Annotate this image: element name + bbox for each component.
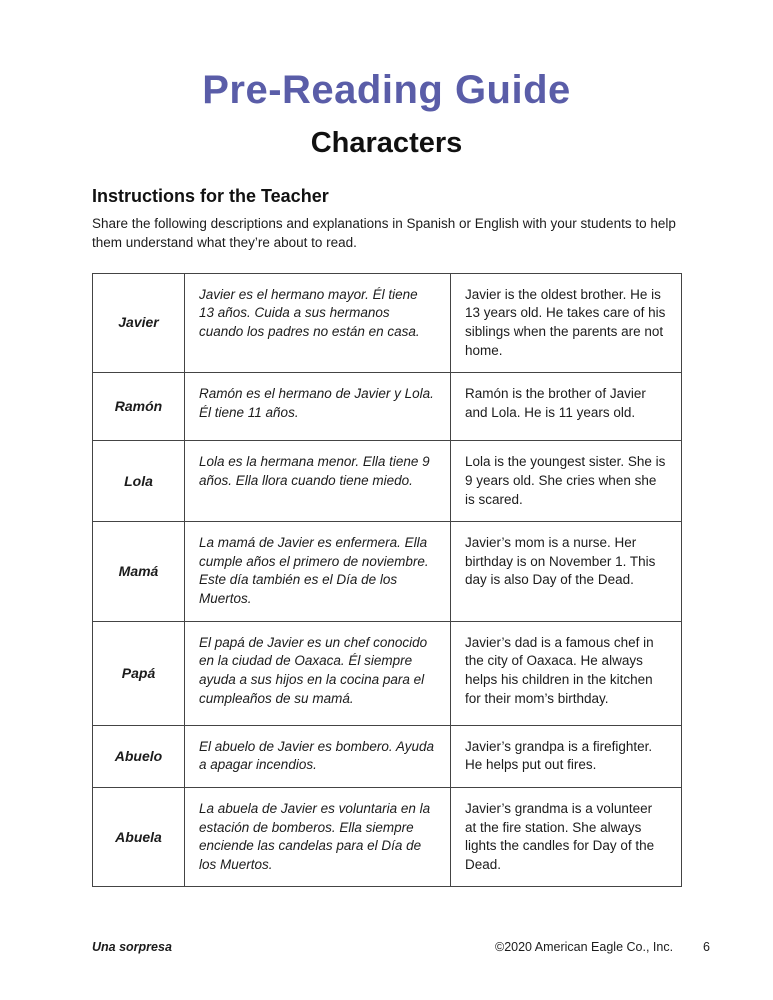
characters-table [92, 273, 682, 888]
english-description: Javier’s grandma is a volunteer at the fire station. She always lights the candles for Day of the Dead. [451, 787, 682, 887]
instructions-body: Share the following descriptions and explanations in Spanish or English with your students to help them understand what they’re about to read. [92, 216, 676, 250]
character-name: Lola [93, 441, 185, 522]
spanish-description: Javier es el hermano mayor. Él tiene 13 años. Cuida a sus hermanos cuando los padres no están en casa. [185, 273, 451, 373]
table-row [93, 621, 682, 725]
footer-page-number: 6 [703, 940, 710, 954]
table-row [93, 725, 682, 787]
character-name: Ramón [93, 373, 185, 441]
footer-copyright: ©2020 American Eagle Co., Inc. [494, 940, 674, 954]
character-name: Papá [93, 621, 185, 725]
spanish-description: La abuela de Javier es voluntaria en la estación de bomberos. Ella siempre enciende las candelas para el Día de los Muertos. [185, 787, 451, 887]
footer-book-title: Una sorpresa [92, 940, 172, 954]
spanish-description: La mamá de Javier es enfermera. Ella cumple años el primero de noviembre. Este día también es el Día de los Muertos. [185, 522, 451, 622]
english-description: Javier’s grandpa is a firefighter. He helps put out fires. [451, 725, 682, 787]
table-row [93, 787, 682, 887]
english-description: Javier is the oldest brother. He is 13 years old. He takes care of his siblings when the parents are not home. [451, 273, 682, 373]
english-description: Javier’s dad is a famous chef in the city of Oaxaca. He always helps his children in the kitchen for their mom’s birthday. [451, 621, 682, 725]
table-row [93, 522, 682, 622]
footer-right-group [495, 940, 710, 954]
page-title: Pre-Reading Guide [202, 68, 571, 112]
character-name: Abuelo [93, 725, 185, 787]
table-row [93, 273, 682, 373]
character-name: Javier [93, 273, 185, 373]
page-subtitle: Characters [310, 127, 463, 159]
english-description: Javier’s mom is a nurse. Her birthday is on November 1. This day is also Day of the Dead. [451, 522, 682, 622]
character-name: Abuela [93, 787, 185, 887]
table-row [93, 373, 682, 441]
character-name: Mamá [93, 522, 185, 622]
spanish-description: El papá de Javier es un chef conocido en la ciudad de Oaxaca. Él siempre ayuda a sus hijos en la cocina para el cumpleaños de su mamá. [185, 621, 451, 725]
table-row [93, 441, 682, 522]
english-description: Ramón is the brother of Javier and Lola. He is 11 years old. [451, 373, 682, 441]
instructions-heading: Instructions for the Teacher [92, 186, 329, 206]
spanish-description: Lola es la hermana menor. Ella tiene 9 años. Ella llora cuando tiene miedo. [185, 441, 451, 522]
spanish-description: Ramón es el hermano de Javier y Lola. Él tiene 11 años. [185, 373, 451, 441]
page-footer [92, 940, 710, 954]
english-description: Lola is the youngest sister. She is 9 years old. She cries when she is scared. [451, 441, 682, 522]
spanish-description: El abuelo de Javier es bombero. Ayuda a apagar incendios. [185, 725, 451, 787]
